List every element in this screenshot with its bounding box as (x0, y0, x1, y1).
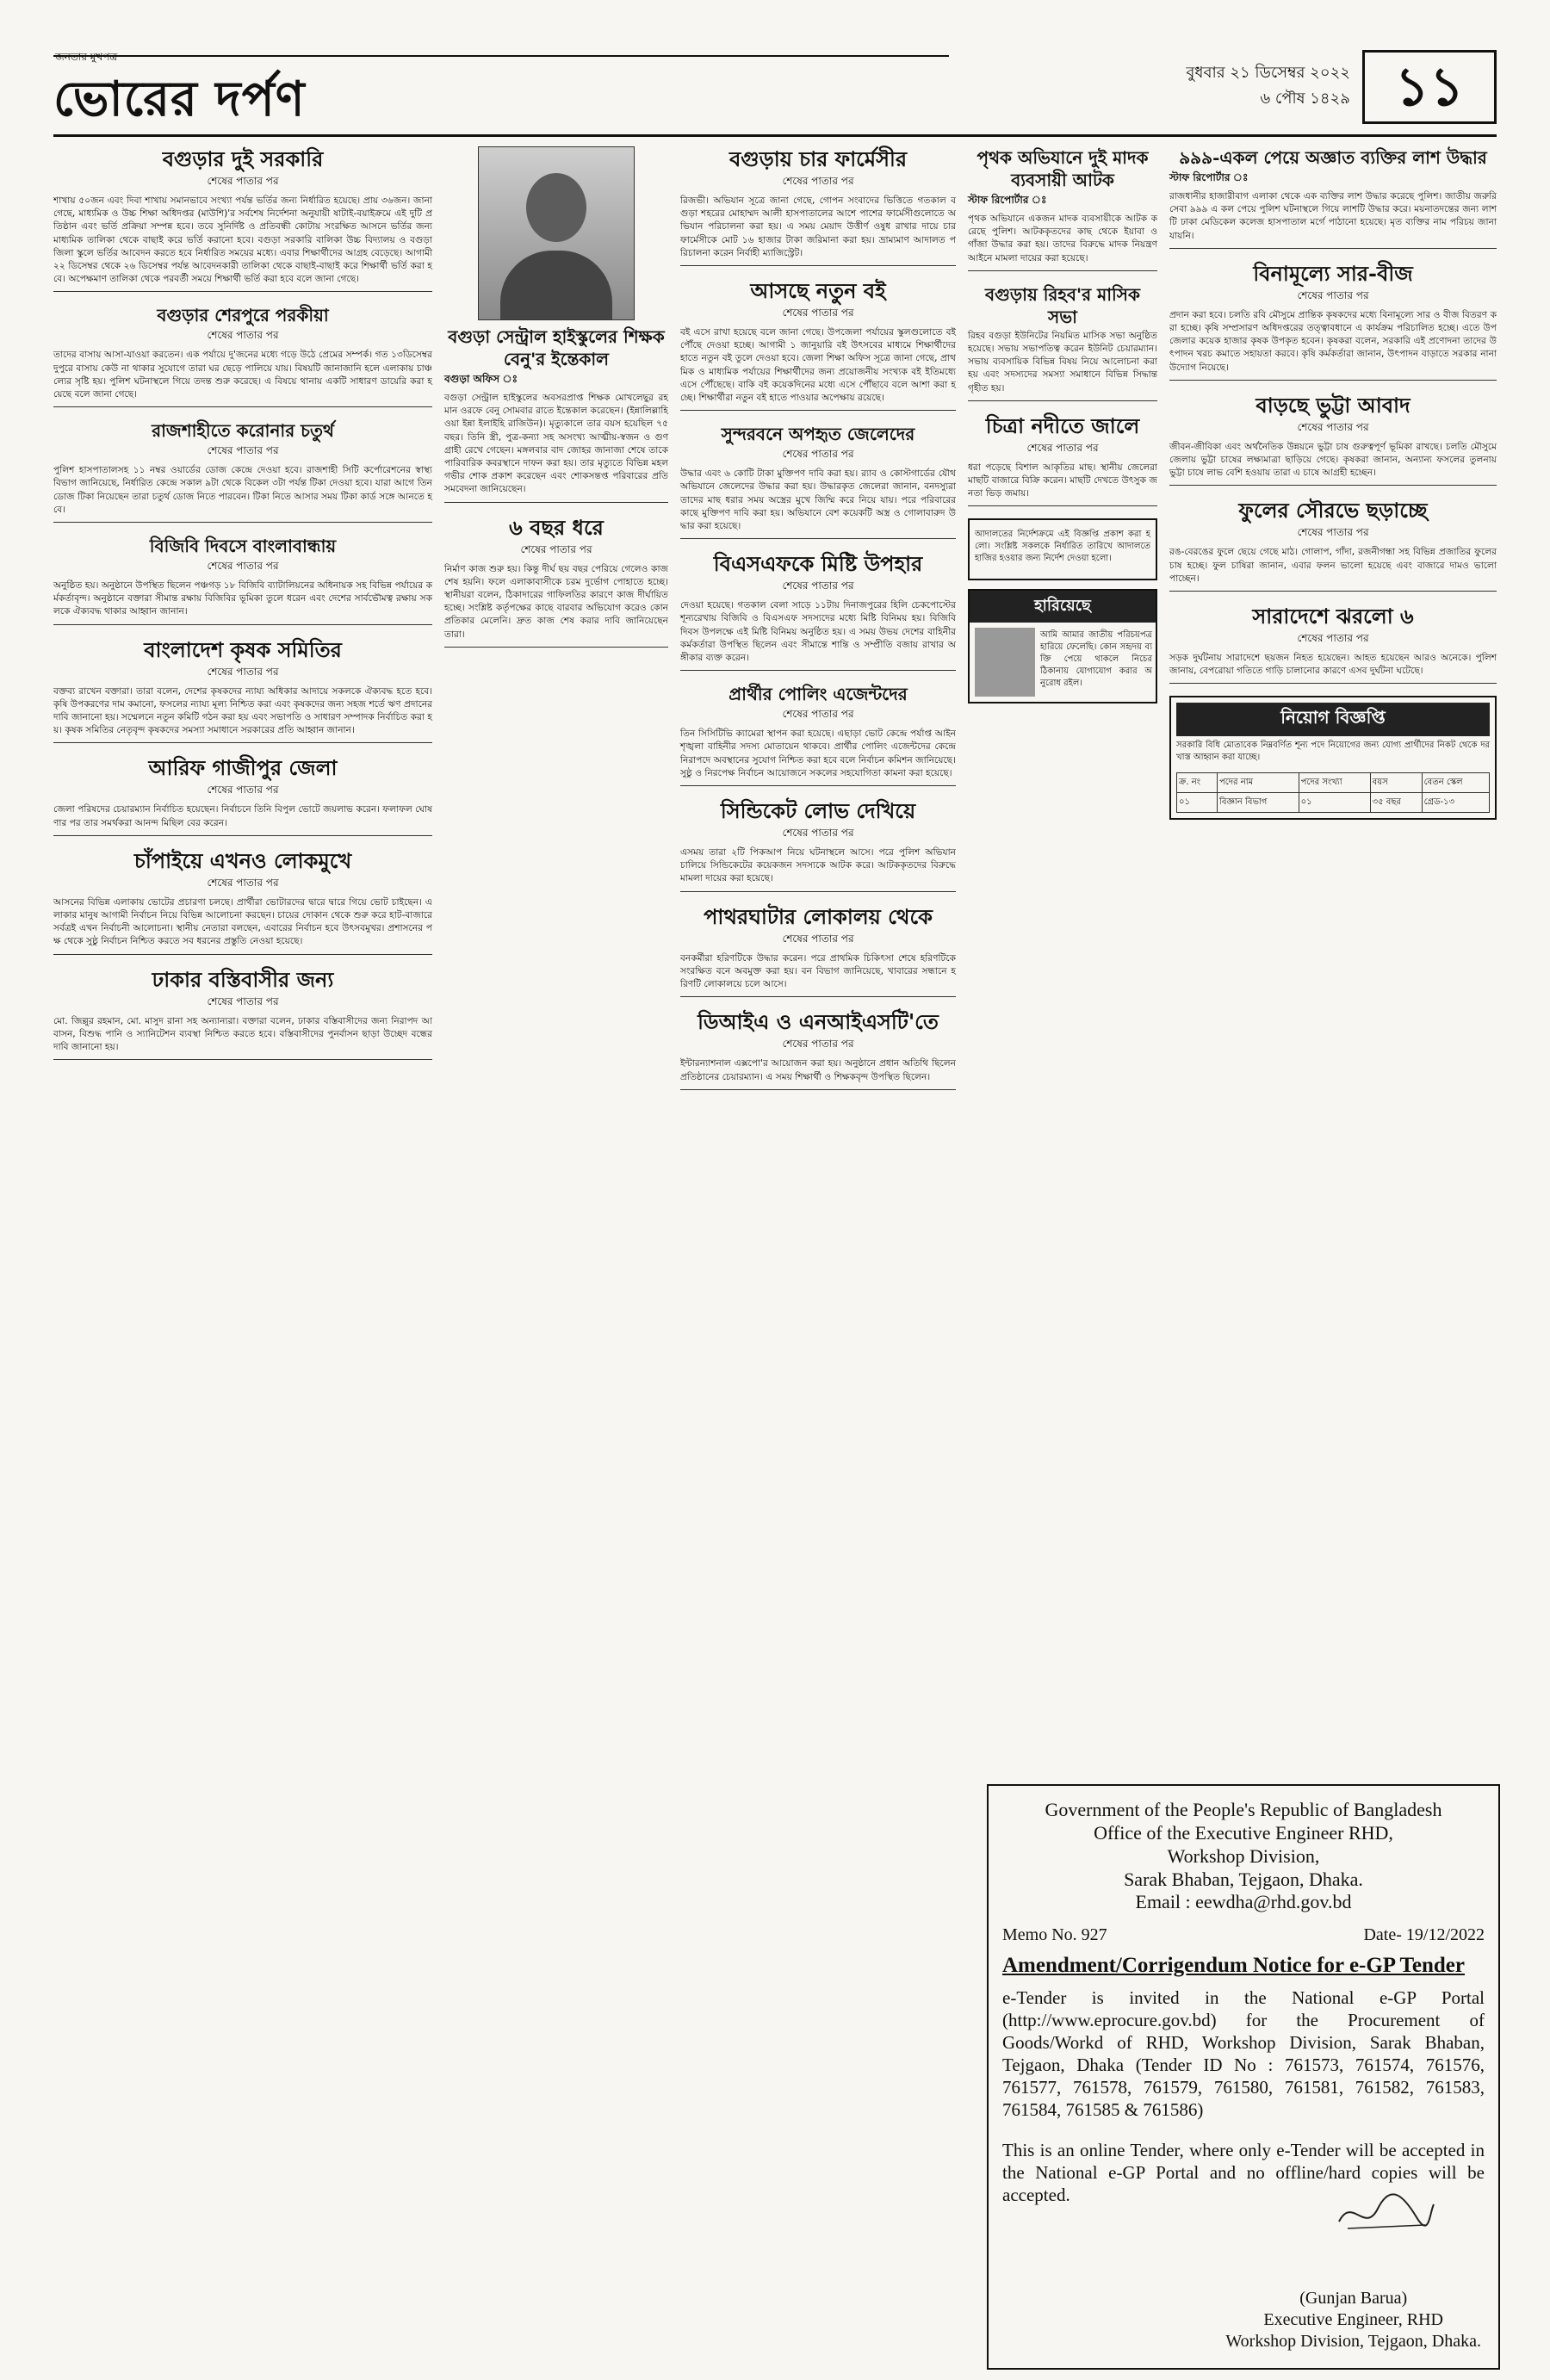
tagline: জনতার মুখপত্র (55, 51, 118, 63)
article-body: আসনের বিভিন্ন এলাকায় ভোটের প্রচারণা চলছে। প্রার্থীরা ভোটারদের দ্বারে দ্বারে গিয়ে ভোট চাইছেন। এলাকার মানুষ আগামী নির্বাচন নিয়ে বিভিন্ন আলোচনা করছেন। চায়ের দোকান থেকে শুরু করে হাট-বাজারে সর্বত্রই এখন নির্বাচনী আলোচনা। স্থানীয় নেতারা বলছেন, এবারের নির্বাচন হবে উৎসবমুখর। প্রশাসনের পক্ষ থেকে সুষ্ঠু নির্বাচন নিশ্চিত করতে সব ধরনের প্রস্তুতি নেওয়া হয়েছে। (53, 896, 432, 947)
article (1169, 604, 1497, 684)
article-body: রাজধানীর হাজারীবাগ এলাকা থেকে এক ব্যক্তির লাশ উদ্ধার করেছে পুলিশ। জাতীয় জরুরি সেবা ৯৯৯ এ কল পেয়ে পুলিশ ঘটনাস্থলে গিয়ে লাশটি উদ্ধার করে। ময়নাতদন্তের জন্য লাশটি ঢাকা মেডিকেল কলেজ হাসপাতাল মর্গে পাঠানো হয়েছে। মৃত ব্যক্তির নাম পরিচয় জানা যায়নি। (1169, 191, 1497, 241)
signer-block (1225, 2288, 1481, 2352)
job-table-cell: ০১ (1299, 793, 1370, 813)
job-table-row (1177, 793, 1490, 813)
article-continuation: শেষের পাতার পর (782, 580, 854, 592)
article-body: পৃথক অভিযানে একজন মাদক ব্যবসায়ীকে আটক করেছে পুলিশ। আটককৃতদের কাছ থেকে ইয়াবা ও গাঁজা উদ্ধার করা হয়। তাদের বিরুদ্ধে মাদক নিয়ন্ত্রণ আইনে মামলা দায়ের করা হয়েছে। (968, 214, 1157, 263)
col4-articles (968, 146, 1157, 506)
article-continuation: শেষের পাতার পর (207, 444, 279, 457)
notice-body-2: This is an online Tender, where only e-Tender will be accepted in the National e-GP Portal and no offline/hard copies will be accepted. (1002, 2140, 1485, 2205)
article-headline: চাঁপাইয়ে এখনও লোকমুখে (133, 847, 352, 873)
notice-line-4: Sarak Bhaban, Tejgaon, Dhaka. (1124, 1869, 1363, 1890)
article (968, 283, 1157, 401)
article-body: বক্তব্য রাখেন বক্তারা। তারা বলেন, দেশের কৃষকদের ন্যায্য অধিকার আদায়ে সকলকে ঐক্যবদ্ধ হতে হবে। কৃষি উপকরণের দাম কমানো, ফসলের ন্যায্য মূল্য নিশ্চিত করা এবং কৃষকদের জন্য সহজ শর্তে ঋণ প্রদানের দাবি জানানো হয়। সম্মেলনে নতুন কমিটি গঠন করা হয় এবং সভাপতি ও সাধারণ সম্পাদক নির্বাচিত করা হয়। কৃষক সমিতির নেতৃবৃন্দ কৃষকদের সমস্যা সমাধানে সরকারের প্রতি আহ্বান জানান। (53, 685, 432, 736)
article-headline: ঢাকার বস্তিবাসীর জন্য (152, 966, 334, 992)
article-body: রিজভী। অভিযান সূত্রে জানা গেছে, গোপন সংবাদের ভিত্তিতে গতকাল বগুড়া শহরের মোহাম্মদ আলী হাসপাতালের আশে পাশের ফার্মেসীগুলোতে অভিযান পরিচালনা করা হয়। এ সময় মেয়াদ উত্তীর্ণ ওষুধ রাখার দায়ে চার ফার্মেসীকে মোট ১৬ হাজার টাকা জরিমানা করা হয়। ভ্রাম্যমাণ আদালত পরিচালনা করেন নির্বাহী ম্যাজিস্ট্রেট। (680, 195, 956, 258)
article-body: শাখায় ৫০জন এবং দিবা শাখায় সমানভাবে সংখ্যা পর্যন্ত ভর্তির জন্য নির্ধারিত হয়েছে। প্রায় ৩৬জন। জানা গেছে, মাধ্যমিক ও উচ্চ শিক্ষা অধিদপ্তর (মাউশি)'র সর্বশেষ নির্দেশনা অনুযায়ী ষাটাই-বয়াইক্রমে এই দুটি প্রতিষ্ঠান এবং ভর্তি প্রক্রিয়া সম্পন্ন হবে। তবে সুনির্দিষ্ট ও প্রতিবন্ধী কোটায় সংরক্ষিত আসনে ভর্তির জন্য মাধ্যমিক তালিকা থেকে বাছাই করে ভর্তি করানো হবে। বগুড়া সরকারি বালিকা উচ্চ বিদ্যালয় ও বগুড়া জিলা স্কুলে ভর্তির আবেদন করতে হবে নির্ধারিত সময়ের মধ্যে। এবার শিক্ষার্থীদের আগ্রহ বেড়েছে। আগামী ২২ ডিসেম্বর থেকে ২৬ ডিসেম্বর পর্যন্ত আবেদনকারী তালিকা থেকে বাছাই-বাছাই করে শিক্ষার্থী ভর্তি করা হবে। অপেক্ষমাণ তালিকা থেকে পরবর্তী সময়ে শিক্ষার্থী ভর্তি করা হবে বলে জানা গেছে। (53, 195, 432, 285)
article-divider (444, 502, 668, 503)
article-byline: স্টাফ রিপোর্টার ঃ (968, 194, 1047, 206)
signer-name: (Gunjan Barua) (1299, 2289, 1408, 2308)
missing-ad-title: হারিয়েছে (970, 591, 1156, 623)
column-5 (1169, 146, 1497, 828)
court-notice-body: আদালতের নির্দেশক্রমে এই বিজ্ঞপ্তি প্রকাশ করা হলো। সংশ্লিষ্ট সকলকে নির্ধারিত তারিখে আদালতে হাজির হওয়ার জন্য নির্দেশ দেওয়া হলো। (975, 530, 1150, 564)
article (53, 848, 432, 955)
article-body: রিহব বগুড়া ইউনিটের নিয়মিত মাসিক সভা অনুষ্ঠিত হয়েছে। সভায় সভাপতিত্ব করেন ইউনিট চেয়ারম্যান। সভায় ব্যবসায়িক বিভিন্ন বিষয় নিয়ে আলোচনা করা হয় এবং সদস্যদের সমস্যা সমাধানে বিভিন্ন সিদ্ধান্ত গৃহীত হয়। (968, 330, 1157, 394)
article-divider (53, 624, 432, 625)
signature-icon (1335, 2187, 1438, 2239)
job-table (1176, 772, 1490, 813)
article-divider (680, 670, 956, 671)
job-table-cell: বয়স (1370, 773, 1422, 793)
article-divider (53, 1059, 432, 1060)
article (1169, 498, 1497, 592)
signer-title: Executive Engineer, RHD (1263, 2310, 1443, 2329)
article-headline: বিএসএফকে মিষ্টি উপহার (713, 551, 923, 577)
article-headline: ৯৯৯-একল পেয়ে অজ্ঞাত ব্যক্তির লাশ উদ্ধার (1179, 147, 1487, 168)
article-continuation: শেষের পাতার পর (207, 995, 279, 1007)
article-continuation: শেষের পাতার পর (520, 542, 592, 555)
article-continuation: শেষের পাতার পর (207, 665, 279, 678)
column-1 (53, 146, 432, 1072)
article (53, 967, 432, 1061)
article-continuation: শেষের পাতার পর (207, 784, 279, 796)
article-headline: প্রার্থীর পোলিং এজেন্টদের (728, 684, 908, 705)
job-ad-body: সরকারি বিধি মোতাবেক নিম্নবর্ণিত শূন্য পদে নিয়োগের জন্য যোগ্য প্রার্থীদের নিকট থেকে দরখাস্ত আহ্বান করা যাচ্ছে। (1176, 741, 1490, 763)
article-body: পুলিশ হাসপাতালসহ ১১ নম্বর ওয়ার্ডের ডোজ কেন্দ্রে দেওয়া হবে। রাজশাহী সিটি কর্পোরেশনের স্বাস্থ্য বিভাগ জানিয়েছে, নির্ধারিত কেন্দ্রে সকাল ৯টা থেকে বিকেল ৩টা পর্যন্ত টিকা দেওয়া হবে। যারা আগে তিন ডোজ টিকা নিয়েছেন তারা চতুর্থ ডোজ নিতে পারবেন। টিকা নিতে আসার সময় টিকা কার্ড সঙ্গে আনতে হবে। (53, 465, 432, 515)
notice-email: Email : eewdha@rhd.gov.bd (1135, 1891, 1352, 1912)
article-headline: সুন্দরবনে অপহৃত জেলেদের (721, 424, 915, 445)
article-divider (1169, 683, 1497, 684)
article (53, 535, 432, 625)
article (444, 515, 668, 648)
article-headline: পাথরঘাটার লোকালয় থেকে (704, 903, 933, 929)
job-table-header (1177, 773, 1490, 793)
article-divider (680, 785, 956, 786)
article (53, 637, 432, 744)
article-headline: বাড়ছে ভুট্টা আবাদ (1256, 392, 1410, 418)
article-divider (1169, 380, 1497, 381)
article-headline: বগুড়ার দুই সরকারি (162, 146, 324, 171)
memo-row (1002, 1925, 1485, 1945)
missing-ad-body: আমি আমার জাতীয় পরিচয়পত্র হারিয়ে ফেলেছি। কোন সহৃদয় ব্যক্তি পেয়ে থাকলে নিচের ঠিকানায় যোগাযোগ করার অনুরোধ রইল। (1040, 630, 1152, 689)
notice-body-1: e-Tender is invited in the National e-GP Portal (http://www.eprocure.gov.bd) for the Procurement of Goods/Workd of RHD, Workshop Division, Sarak Bhaban, Tejgaon, Dhaka (Tender ID No : 761573, 761574, 761576, 761577, 761578, 761579, 761580, 761581, 761582, 761583, 761584, 761585 & 761586) (1002, 1987, 1485, 2120)
date-bangla: ৬ পৌষ ১৪২৯ (1260, 90, 1350, 108)
article-body: জেলা পরিষদের চেয়ারম্যান নির্বাচিত হয়েছেন। নির্বাচনে তিনি বিপুল ভোটে জয়লাভ করেন। ফলাফল ঘোষণার পর তার সমর্থকরা আনন্দ মিছিল বের করেন। (53, 804, 432, 828)
job-table-cell: ০১ (1177, 793, 1218, 813)
article-continuation: শেষের পাতার পর (207, 560, 279, 573)
article-continuation: শেষের পাতার পর (782, 448, 854, 461)
article-headline: পৃথক অভিযানে দুই মাদক ব্যবসায়ী আটক (976, 147, 1149, 190)
article-divider (680, 538, 956, 539)
article-continuation: শেষের পাতার পর (207, 329, 279, 342)
article-body: উদ্ধার এবং ৬ কোটি টাকা মুক্তিপণ দাবি করা হয়। র‍্যাব ও কোস্টগার্ডের যৌথ অভিযানে জেলেদের উদ্ধার করা হয়। উদ্ধারকৃত জেলেরা জানান, বনদস্যুরা তাদের মাছ ধরার সময় অস্ত্রের মুখে জিম্মি করে নিয়ে যায়। পরে পরিবারের কাছে মুক্তিপণ দাবি করা হয়। অভিযানে বেশ কয়েকটি অস্ত্র ও গোলাবারুদ উদ্ধার করা হয়েছে। (680, 468, 956, 532)
job-table-cell: বিজ্ঞান বিভাগ (1217, 793, 1299, 813)
notice-line-1: Government of the People's Republic of Bangladesh (1045, 1799, 1442, 1820)
article-divider (53, 406, 432, 407)
article-body: সড়ক দুর্ঘটনায় সারাদেশে ছয়জন নিহত হয়েছেন। আহত হয়েছেন আরও অনেকে। পুলিশ জানায়, বেপরোয়া গতিতে গাড়ি চালানোর কারণে এসব দুর্ঘটনা ঘটেছে। (1169, 653, 1497, 677)
article-headline: বগুড়ায় রিহব'র মাসিক সভা (985, 283, 1140, 327)
article-byline: স্টাফ রিপোর্টার ঃ (1169, 171, 1249, 183)
article-divider (680, 891, 956, 892)
memo-number: Memo No. 927 (1002, 1925, 1107, 1944)
article-body: প্রদান করা হবে। চলতি রবি মৌসুমে প্রান্তিক কৃষকদের মধ্যে বিনামূল্যে সার ও বীজ বিতরণ করা হচ্ছে। কৃষি সম্প্রসারণ অধিদপ্তরের তত্ত্বাবধানে এ কার্যক্রম পরিচালিত হচ্ছে। এতে উপজেলার কয়েক হাজার কৃষক উপকৃত হবেন। কৃষকরা বলেন, সরকারি এই প্রণোদনা তাদের উৎপাদন খরচ কমাতে সহায়তা করবে। কৃষি কর্মকর্তারা জানান, উৎপাদন বাড়াতে সরকার নানা উদ্যোগ নিয়েছে। (1169, 309, 1497, 373)
article-body: তাদের বাসায় আসা-যাওয়া করতেন। এক পর্যায়ে দু'জনের মধ্যে গড়ে উঠে প্রেমের সম্পর্ক। গত ১৩ডিসেম্বর দুপুরে বাসায় কেউ না থাকার সুযোগে তারা ঘর ছেড়ে পালিয়ে যায়। বিষয়টি জানাজানি হলে এলাকায় চাঞ্চল্যের সৃষ্টি হয়। পুলিশ ঘটনাস্থলে গিয়ে তদন্ত শুরু করেছে। এ বিষয়ে থানায় একটি সাধারণ ডায়েরি করা হয়েছে বলে জানা গেছে। (53, 350, 432, 400)
article-divider (53, 954, 432, 955)
job-table-cell: ক্র. নং (1177, 773, 1218, 793)
missing-ad (968, 589, 1157, 703)
article-body: বই এসে রাখা হয়েছে বলে জানা গেছে। উপজেলা পর্যায়ের স্কুলগুলোতে বই পৌঁছে দেওয়া হচ্ছে। আগামী ১ জানুয়ারি বই উৎসবের মাধ্যমে শিক্ষার্থীদের হাতে নতুন বই তুলে দেওয়া হবে। জেলা শিক্ষা অফিস সূত্রে জানা গেছে, প্রাথমিক ও মাধ্যমিক পর্যায়ের শিক্ষার্থীদের জন্য প্রয়োজনীয় সংখ্যক বই ইতিমধ্যে এসে পৌঁছেছে। বাকি বই কয়েকদিনের মধ্যে এসে পৌঁছাবে বলে আশা করা হচ্ছে। শিক্ষার্থীরা নতুন বই হাতে পাওয়ার অপেক্ষায় রয়েছে। (680, 327, 956, 404)
article (1169, 146, 1497, 249)
article-headline: সারাদেশে ঝরলো ৬ (1252, 604, 1414, 629)
article-continuation: শেষের পাতার পর (782, 1038, 854, 1051)
article-headline: বাংলাদেশ কৃষক সমিতির (144, 636, 342, 662)
article-continuation: শেষের পাতার পর (782, 307, 854, 319)
article (680, 683, 956, 786)
job-table-cell: পদের নাম (1217, 773, 1299, 793)
article (968, 146, 1157, 271)
job-table-cell: পদের সংখ্যা (1299, 773, 1370, 793)
article (53, 755, 432, 835)
article-body: দেওয়া হয়েছে। গতকাল বেলা সাড়ে ১১টায় দিনাজপুরের হিলি চেকপোস্টের শূন্যরেখায় বিজিবি ও বিএসএফ সদস্যদের মধ্যে মিষ্টি বিনিময় হয়। বিজিবি দিবস উপলক্ষে এই মিষ্টি বিনিময় অনুষ্ঠিত হয়। এ সময় উভয় দেশের বাহিনীর কর্মকর্তারা উপস্থিত ছিলেন এবং সীমান্তে শান্তি ও সম্প্রীতি বজায় রাখার অঙ্গীকার ব্যক্ত করেন। (680, 600, 956, 664)
article-headline: রাজশাহীতে করোনার চতুর্থ (152, 420, 334, 442)
article (53, 146, 432, 292)
article-continuation: শেষের পাতার পর (782, 175, 854, 187)
job-ad (1169, 696, 1497, 820)
article-body: অনুষ্ঠিত হয়। অনুষ্ঠানে উপস্থিত ছিলেন পঞ্চগড় ১৮ বিজিবি ব্যাটালিয়নের অধিনায়ক সহ বিভিন্ন পর্যায়ের কর্মকর্তাবৃন্দ। অনুষ্ঠানে বক্তারা সীমান্ত রক্ষায় বিজিবির ভূমিকা তুলে ধরেন এবং দেশের সার্বভৌমত্ব রক্ষায় সকলকে ঐক্যবদ্ধ থাকার আহ্বান জানান। (53, 580, 432, 617)
notice-line-3: Workshop Division, (1167, 1845, 1320, 1867)
article-headline: বিনামূল্যে সার-বীজ (1253, 260, 1413, 286)
article-headline: বগুড়ার শেরপুরে পরকীয়া (157, 305, 329, 326)
article-byline: বগুড়া অফিস ঃ (444, 373, 518, 385)
article-headline: বগুড়া সেন্ট্রাল হাইস্কুলের শিক্ষক বেনু'র ইন্তেকাল (448, 326, 665, 369)
article-divider (680, 265, 956, 266)
article-divider (1169, 485, 1497, 486)
article-divider (53, 291, 432, 292)
article (1169, 261, 1497, 381)
masthead (53, 50, 1497, 137)
tender-notice (987, 1784, 1500, 2370)
article-continuation: শেষের পাতার পর (1297, 420, 1369, 433)
article-headline: ৬ বছর ধরে (509, 514, 604, 540)
article-body: জীবন-জীবিকা এবং অর্থনৈতিক উন্নয়নে ভুট্টা চাষ গুরুত্বপূর্ণ ভূমিকা রাখছে। চলতি মৌসুমে জেলায় ভুট্টা চাষের লক্ষ্যমাত্রা ছাড়িয়ে গেছে। কৃষকরা জানান, অন্যান্য ফসলের তুলনায় ভুট্টা চাষে লাভ বেশি হওয়ায় তারা এ চাষে আগ্রহী হচ্ছেন। (1169, 441, 1497, 479)
job-ad-title: নিয়োগ বিজ্ঞপ্তি (1176, 703, 1490, 736)
newspaper-logo: ভোরের দর্পণ (53, 71, 306, 127)
article (53, 419, 432, 523)
article-body: রঙ-বেরঙের ফুলে ছেয়ে গেছে মাঠ। গোলাপ, গাঁদা, রজনীগন্ধা সহ বিভিন্ন প্রজাতির ফুলের চাষ হচ্ছে। ফুল চাষিরা জানান, এবার ফলন ভালো হয়েছে এবং বাজারে দামও ভালো পাচ্ছেন। (1169, 547, 1497, 584)
column-2 (444, 146, 668, 660)
article (680, 146, 956, 266)
article-body: মো. জিল্লুর রহমান, মো. মাসুদ রানা সহ অন্যান্যরা। বক্তারা বলেন, ঢাকার বস্তিবাসীদের জন্য নিরাপদ আবাসন, বিশুদ্ধ পানি ও স্যানিটেশন ব্যবস্থা নিশ্চিত করতে হবে। বস্তিবাসীদের পুনর্বাসন ছাড়া উচ্ছেদ বন্ধের দাবি জানানো হয়। (53, 1015, 432, 1053)
article-headline: আসছে নতুন বই (750, 278, 886, 304)
article-headline: ডিআইএ ও এনআইএসটি'তে (698, 1009, 939, 1035)
col3-articles (680, 146, 956, 1090)
article-divider (680, 1089, 956, 1090)
article-headline: ফুলের সৌরভে ছড়াচ্ছে (1238, 498, 1428, 524)
article (680, 1009, 956, 1089)
column-4 (968, 146, 1157, 712)
signer-office: Workshop Division, Tejgaon, Dhaka. (1225, 2332, 1481, 2351)
job-table-cell: বেতন স্কেল (1422, 773, 1489, 793)
article-body: এসময় তারা ২টি পিকআপ নিয়ে ঘটনাস্থলে আসে। পরে পুলিশ অভিযান চালিয়ে সিন্ডিকেটের কয়েকজন সদস্যকে আটক করে। আটককৃতদের বিরুদ্ধে মামলা দায়ের করা হয়েছে। (680, 847, 956, 884)
page-number: ১১ (1362, 50, 1497, 124)
article-headline: আরিফ গাজীপুর জেলা (148, 755, 338, 781)
date-english: বুধবার ২১ ডিসেম্বর ২০২২ (1186, 64, 1350, 82)
article-body: বগুড়া সেন্ট্রাল হাইস্কুলের অবসরপ্রাপ্ত শিক্ষক মোখলেছুর রহমান ওরফে বেনু সোমবার রাতে ইন্তেকাল করেছেন। (ইন্নালিল্লাহি ওয়া ইন্না ইলাইহি রাজিউন)। মৃত্যুকালে তার বয়স হয়েছিল ৭৫ বছর। তিনি স্ত্রী, পুত্র-কন্যা সহ অসংখ্য আত্মীয়-স্বজন ও গুণগ্রাহী রেখে গেছেন। মঙ্গলবার বাদ জোহর জানাজা শেষে তাকে পারিবারিক কবরস্থানে দাফন করা হয়। তার মৃত্যুতে বিভিন্ন মহল গভীর শোক প্রকাশ করেছেন এবং শোকসন্তপ্ত পরিবারের প্রতি সমবেদনা জানিয়েছেন। (444, 393, 668, 495)
article-divider (680, 410, 956, 411)
article-headline: সিন্ডিকেট লোভ দেখিয়ে (720, 798, 916, 824)
article-continuation: শেষের পাতার পর (207, 175, 279, 187)
article-body: নির্মাণ কাজ শুরু হয়। কিন্তু দীর্ঘ ছয় বছর পেরিয়ে গেলেও কাজ শেষ হয়নি। ফলে এলাকাবাসীকে চরম দুর্ভোগ পোহাতে হচ্ছে। স্থানীয়রা বলেন, ঠিকাদারের গাফিলতির কারণে কাজ দীর্ঘায়িত হচ্ছে। সংশ্লিষ্ট কর্তৃপক্ষের কাছে বারবার অভিযোগ করেও কোন প্রতিকার মেলেনি। দ্রুত কাজ শেষ করার দাবি জানিয়েছেন তারা। (444, 563, 668, 640)
article-divider (53, 835, 432, 836)
article-divider (968, 400, 1157, 401)
article (1169, 393, 1497, 487)
article-body: তিন সিসিটিভি ক্যামেরা স্থাপন করা হয়েছে। এছাড়া ভোট কেন্দ্রে পর্যাপ্ত আইনশৃঙ্খলা বাহিনীর সদস্য মোতায়েন থাকবে। প্রার্থীর পোলিং এজেন্টদের কেন্দ্রে নিরাপদে অবস্থানের সুযোগ নিশ্চিত করা হবে বলে নির্বাচন কমিশন জানিয়েছে। সুষ্ঠু ও নিরপেক্ষ নির্বাচন আয়োজনে সকলের সহযোগিতা কামনা করা হয়েছে। (680, 728, 956, 778)
memo-date: Date- 19/12/2022 (1363, 1925, 1485, 1944)
article (680, 551, 956, 671)
article (444, 325, 668, 503)
article-continuation: শেষের পাতার পর (1297, 632, 1369, 645)
article-divider (968, 505, 1157, 506)
masthead-rule (53, 55, 949, 57)
job-table-cell: ৩৫ বছর (1370, 793, 1422, 813)
article-divider (968, 270, 1157, 271)
article-divider (680, 996, 956, 997)
article-divider (53, 742, 432, 743)
article-continuation: শেষের পাতার পর (1297, 526, 1369, 539)
article-divider (1169, 248, 1497, 249)
article-headline: চিত্রা নদীতে জালে (985, 412, 1140, 438)
notice-title: Amendment/Corrigendum Notice for e-GP Tender (1002, 1954, 1465, 1977)
article-continuation: শেষের পাতার পর (782, 708, 854, 721)
article (680, 904, 956, 998)
article-continuation: শেষের পাতার পর (1026, 441, 1099, 454)
column-3 (680, 146, 956, 1102)
article-divider (1169, 591, 1497, 592)
col1-articles (53, 146, 432, 1060)
article-continuation: শেষের পাতার পর (1297, 288, 1369, 301)
obituary-photo (478, 146, 635, 320)
article (968, 413, 1157, 507)
col2-articles (444, 325, 668, 648)
col5-articles (1169, 146, 1497, 684)
article (680, 423, 956, 539)
court-notice (968, 518, 1157, 580)
article (680, 278, 956, 411)
missing-ad-photo (975, 628, 1035, 697)
article-body: ইন্টারন্যাশনাল এক্সপো'র আয়োজন করা হয়। অনুষ্ঠানে প্রধান অতিথি ছিলেন প্রতিষ্ঠানের চেয়ারম্যান। এ সময় শিক্ষার্থী ও শিক্ষকবৃন্দ উপস্থিত ছিলেন। (680, 1058, 956, 1082)
article (680, 798, 956, 892)
article (53, 304, 432, 407)
notice-line-2: Office of the Executive Engineer RHD, (1094, 1822, 1393, 1844)
article-continuation: শেষের পাতার পর (207, 876, 279, 889)
article-headline: বিজিবি দিবসে বাংলাবান্ধায় (149, 536, 337, 557)
article-divider (444, 647, 668, 648)
article-headline: বগুড়ায় চার ফার্মেসীর (728, 146, 908, 171)
article-body: ধরা পড়েছে বিশাল আকৃতির মাছ। স্থানীয় জেলেরা মাছটি বাজারে বিক্রি করেন। মাছটি দেখতে উৎসুক জনতা ভিড় জমায়। (968, 462, 1157, 499)
article-body: বনকর্মীরা হরিণটিকে উদ্ধার করেন। পরে প্রাথমিক চিকিৎসা শেষে হরিণটিকে সংরক্ষিত বনে অবমুক্ত করা হয়। বন বিভাগ জানিয়েছে, খাবারের সন্ধানে হরিণটি লোকালয়ে চলে আসে। (680, 952, 956, 990)
job-table-cell: গ্রেড-১৩ (1422, 793, 1489, 813)
article-divider (53, 522, 432, 523)
article-continuation: শেষের পাতার পর (782, 827, 854, 840)
issue-date (1186, 60, 1350, 112)
article-continuation: শেষের পাতার পর (782, 932, 854, 945)
